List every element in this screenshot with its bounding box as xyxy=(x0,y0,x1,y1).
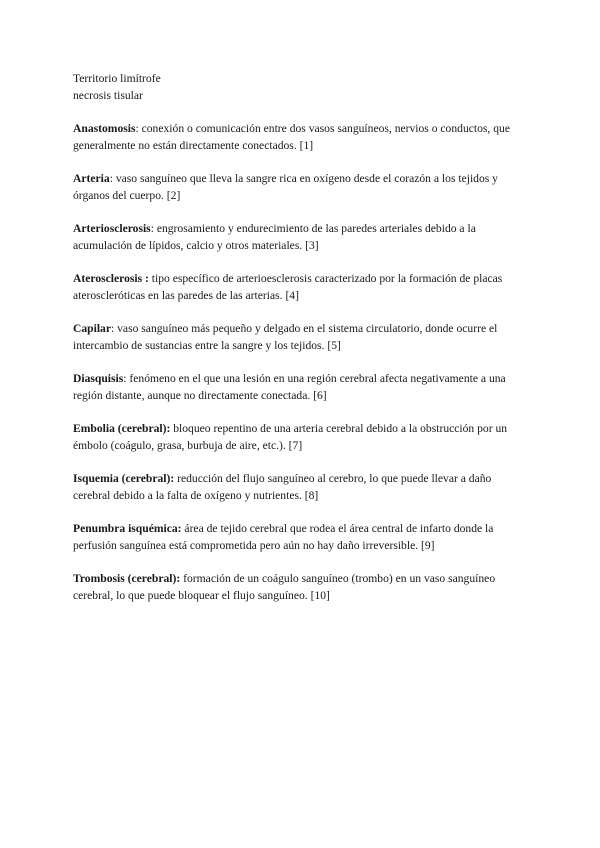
glossary-term: Arteriosclerosis xyxy=(73,222,151,235)
glossary-term: Aterosclerosis : xyxy=(73,272,149,285)
glossary-definition: área de tejido cerebral que rodea el área central de infarto donde la perfusión sanguínea está comprometida pero aún no hay daño irreversible. [9] xyxy=(73,522,494,552)
document-content xyxy=(73,70,528,620)
glossary-entry-arteria xyxy=(73,170,528,204)
header-subtitle: necrosis tisular xyxy=(73,89,143,102)
glossary-definition: reducción del flujo sanguíneo al cerebro, lo que puede llevar a daño cerebral debido a la falta de oxígeno y nutrientes. [8] xyxy=(73,472,492,502)
glossary-term: Capilar xyxy=(73,322,112,335)
glossary-term: Diasquisis xyxy=(73,372,124,385)
glossary-entry-embolia xyxy=(73,420,528,454)
glossary-entry-isquemia xyxy=(73,470,528,504)
glossary-entry-aterosclerosis xyxy=(73,270,528,304)
glossary-definition: tipo específico de arterioesclerosis caracterizado por la formación de placas ateroscleróticas en las paredes de las arterias. [4] xyxy=(73,272,503,302)
glossary-term: Anastomosis xyxy=(73,122,136,135)
glossary-list xyxy=(73,120,528,604)
glossary-term: Penumbra isquémica: xyxy=(73,522,182,535)
header-title: Territorio limítrofe xyxy=(73,72,161,85)
glossary-entry-anastomosis xyxy=(73,120,528,154)
glossary-entry-trombosis xyxy=(73,570,528,604)
glossary-term: Arteria xyxy=(73,172,110,185)
glossary-definition: : engrosamiento y endurecimiento de las paredes arteriales debido a la acumulación de lípidos, calcio y otros materiales. [3] xyxy=(73,222,476,252)
glossary-definition: : vaso sanguíneo más pequeño y delgado en el sistema circulatorio, donde ocurre el intercambio de sustancias entre la sangre y los tejidos. [5] xyxy=(73,322,498,352)
glossary-entry-capilar xyxy=(73,320,528,354)
glossary-term: Embolia (cerebral): xyxy=(73,422,171,435)
glossary-entry-penumbra xyxy=(73,520,528,554)
glossary-definition: bloqueo repentino de una arteria cerebral debido a la obstrucción por un émbolo (coágulo, grasa, burbuja de aire, etc.). [7] xyxy=(73,422,508,452)
glossary-entry-diasquisis xyxy=(73,370,528,404)
glossary-term: Isquemia (cerebral): xyxy=(73,472,175,485)
glossary-entry-arteriosclerosis xyxy=(73,220,528,254)
glossary-definition: formación de un coágulo sanguíneo (trombo) en un vaso sanguíneo cerebral, lo que puede bloquear el flujo sanguíneo. [10] xyxy=(73,572,496,602)
glossary-definition: : conexión o comunicación entre dos vasos sanguíneos, nervios o conductos, que generalmente no están directamente conectados. [1] xyxy=(73,122,510,152)
glossary-definition: : fenómeno en el que una lesión en una región cerebral afecta negativamente a una región distante, aunque no directamente conectada. [6] xyxy=(73,372,506,402)
glossary-term: Trombosis (cerebral): xyxy=(73,572,181,585)
glossary-definition: : vaso sanguíneo que lleva la sangre rica en oxígeno desde el corazón a los tejidos y órganos del cuerpo. [2] xyxy=(73,172,498,202)
